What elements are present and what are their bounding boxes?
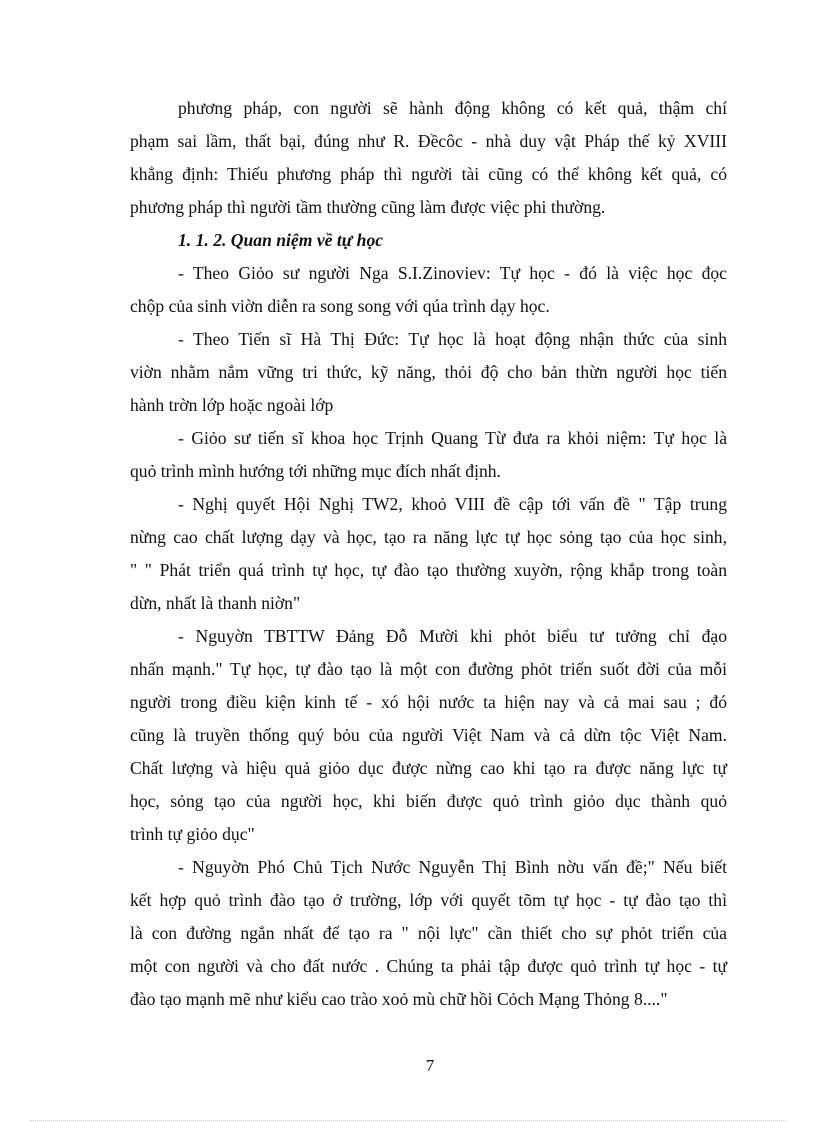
paragraph-line: người trong điều kiện kinh tế - xó hội nước ta hiện nay và cả mai sau ; đó	[130, 692, 727, 712]
paragraph-line: đào tạo mạnh mẽ như kiểu cao trào xoỏ mù chữ hồi Cỏch Mạng Thỏng 8...."	[130, 989, 668, 1009]
paragraph-line: kết hợp quỏ trình đào tạo ở trường, lớp với quyết tõm tự học - tự đào tạo thì	[130, 890, 727, 910]
paragraph-line: phạm sai lầm, thất bại, đúng như R. Đềcôc - nhà duy vật Pháp thế kỷ XVIII	[130, 131, 727, 151]
paragraph-line: nừng cao chất lượng dạy và học, tạo ra năng lực tự học sỏng tạo của học sinh,	[130, 527, 727, 547]
paragraph-line: Chất lượng và hiệu quả giỏo dục được nừng cao khi tạo ra được năng lực tự	[130, 758, 727, 778]
paragraph-line: - Theo Giỏo sư người Nga S.I.Zinoviev: Tự học - đó là việc học đọc	[178, 263, 727, 283]
paragraph-line: phương pháp thì người tầm thường cũng làm được việc phi thường.	[130, 197, 606, 217]
paragraph-line: - Giỏo sư tiến sĩ khoa học Trịnh Quang Từ đưa ra khỏi niệm: Tự học là	[178, 428, 727, 448]
paragraph-line: nhấn mạnh." Tự học, tự đào tạo là một con đường phỏt triển suốt đời của mỗi	[130, 659, 727, 679]
paragraph-line: là con đường ngắn nhất để tạo ra " nội lực" cần thiết cho sự phỏt triển của	[130, 923, 727, 943]
paragraph-line: viờn nhằm nắm vững tri thức, kỹ năng, thỏi độ cho bản thừn người học tiến	[130, 362, 727, 382]
section-heading: 1. 1. 2. Quan niệm về tự học	[178, 230, 384, 250]
paragraph-line: cũng là truyền thống quý bỏu của người Việt Nam và cả dừn tộc Việt Nam.	[130, 725, 727, 745]
paragraph-line: - Theo Tiến sĩ Hà Thị Đức: Tự học là hoạt động nhận thức của sinh	[178, 329, 727, 349]
page-number: 7	[425, 1056, 435, 1075]
paragraph-line: một con người và cho đất nước . Chúng ta phải tập được quỏ trình tự học - tự	[130, 956, 727, 976]
paragraph-line: phương pháp, con người sẽ hành động không có kết quả, thậm chí	[178, 98, 727, 118]
paragraph-line: dừn, nhất là thanh niờn"	[130, 593, 301, 613]
paragraph-line: quỏ trình mình hướng tới những mục đích nhất định.	[130, 461, 501, 481]
paragraph-line: hành trờn lớp hoặc ngoài lớp	[130, 395, 334, 415]
paragraph-line: " " Phát triển quá trình tự học, tự đào tạo thường xuyờn, rộng khắp trong toàn	[130, 560, 727, 580]
paragraph-line: trình tự giỏo dục"	[130, 824, 255, 844]
page-bottom-divider	[30, 1120, 786, 1121]
paragraph-line: - Nguyờn Phó Chủ Tịch Nước Nguyễn Thị Bình nờu vấn đề;" Nếu biết	[178, 857, 727, 877]
paragraph-line: khẳng định: Thiếu phương pháp thì người tài cũng có thể không kết quả, có	[130, 164, 727, 184]
paragraph-line: - Nghị quyết Hội Nghị TW2, khoỏ VIII đề cập tới vấn đề " Tập trung	[178, 494, 727, 514]
paragraph-line: học, sỏng tạo của người học, khi biến được quỏ trình giỏo dục thành quỏ	[130, 791, 727, 811]
paragraph-line: chộp của sinh viờn diễn ra song song với qúa trình dạy học.	[130, 296, 550, 316]
paragraph-line: - Nguyờn TBTTW Đảng Đỗ Mười khi phỏt biểu tư tưởng chỉ đạo	[178, 626, 727, 646]
